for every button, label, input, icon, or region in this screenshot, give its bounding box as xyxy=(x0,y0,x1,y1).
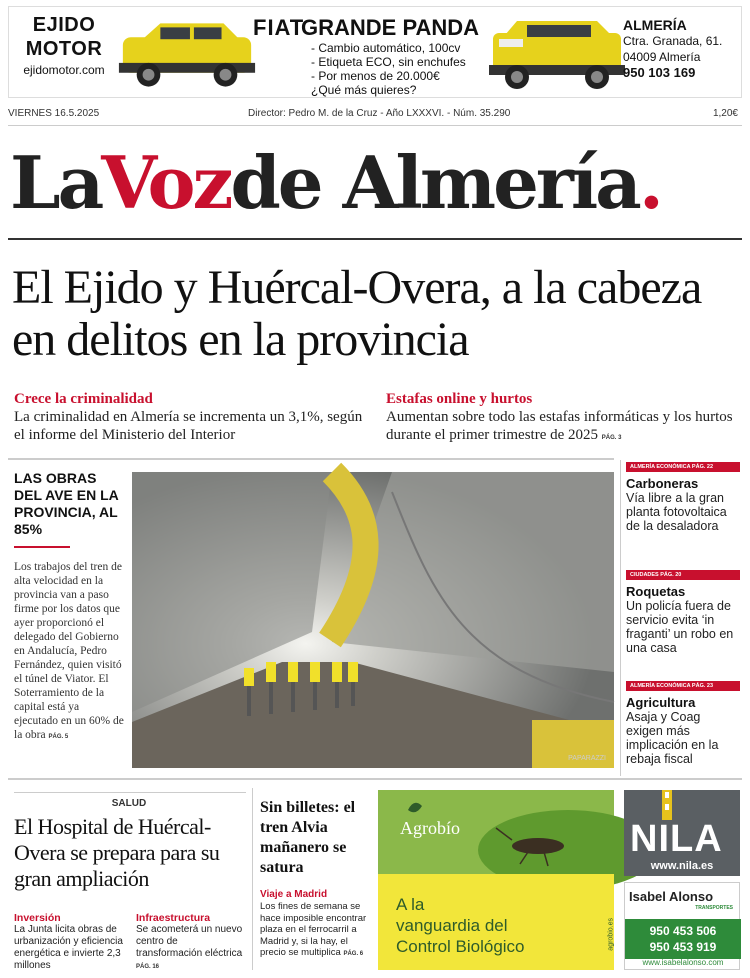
agrobio-ad[interactable] xyxy=(378,790,614,970)
brief-roquetas[interactable] xyxy=(626,570,740,655)
alvia-kicker: Viaje a Madrid xyxy=(260,889,328,900)
alvia-headline[interactable]: Sin billetes: el tren Alvia mañanero se satura xyxy=(260,799,356,876)
agrobio-slogan xyxy=(396,894,525,957)
nila-web: www.nila.es xyxy=(650,860,714,872)
subhead-criminalidad[interactable] xyxy=(14,390,364,444)
director-line: Director: Pedro M. de la Cruz - Año LXXXVI. - Núm. 35.290 xyxy=(248,108,511,119)
brief-section-tag: ALMERÍA ECONÓMICA PÁG. 22 xyxy=(626,462,740,472)
isabel-alonso-sub: TRANSPORTES xyxy=(695,905,733,911)
slogan-line: Control Biológico xyxy=(396,937,525,956)
phone-number: 950 453 919 xyxy=(649,940,717,954)
ad-address-2: 04009 Almería xyxy=(623,50,701,64)
column-divider xyxy=(620,460,621,776)
ad-feature: - Etiqueta ECO, sin enchufes xyxy=(311,55,466,69)
ad-feature: - Cambio automático, 100cv xyxy=(311,41,461,55)
tunnel-photo[interactable] xyxy=(132,472,614,768)
brief-section-tag: CIUDADES PÁG. 20 xyxy=(626,570,740,580)
ad-phone: 950 103 169 xyxy=(623,65,696,80)
ad-contact-block xyxy=(623,17,741,81)
page-ref: PÁG. 3 xyxy=(601,435,622,441)
mini-text-body: Se acometerá un nuevo centro de transformación eléctrica xyxy=(136,924,243,959)
dateline xyxy=(8,106,742,126)
slogan-line: vanguardia del xyxy=(396,916,508,935)
subhead-text: La criminalidad en Almería se incrementa un 3,1%, según el informe del Ministerio del Interior xyxy=(14,409,363,443)
salud-headline[interactable]: El Hospital de Huércal-Overa se prepara para su gran ampliación xyxy=(14,814,220,891)
brief-heading: Roquetas xyxy=(626,584,686,599)
mini-text xyxy=(136,924,246,973)
subhead-estafas[interactable] xyxy=(386,390,742,447)
mini-text: La Junta licita obras de urbanización y eficiencia energética e invierte 2,3 millones xyxy=(14,924,123,971)
ave-story-title[interactable]: LAS OBRAS DEL AVE EN LA PROVINCIA, AL 85% xyxy=(14,470,119,537)
ad-dealer-name-1: EJIDO xyxy=(32,14,96,36)
ad-feature: ¿Qué más quieres? xyxy=(311,83,417,97)
mini-kicker: Infraestructura xyxy=(136,912,211,924)
brief-text: Asaja y Coag exigen más implicación en la rebaja fiscal xyxy=(626,710,719,766)
isabel-alonso-logo: Isabel Alonso xyxy=(629,889,714,904)
logo-part-la: La xyxy=(10,140,102,225)
page-ref: PÁG. 6 xyxy=(343,951,364,957)
ad-feature: - Por menos de 20.000€ xyxy=(311,69,440,83)
section-divider xyxy=(8,458,614,460)
issue-date: VIERNES 16.5.2025 xyxy=(8,108,100,119)
ad-city: ALMERÍA xyxy=(623,17,687,33)
ad-model: GRANDE PANDA xyxy=(301,15,480,40)
subhead-kicker: Crece la criminalidad xyxy=(14,391,153,407)
mini-kicker: Inversión xyxy=(14,912,61,924)
brief-heading: Carboneras xyxy=(626,476,699,491)
slogan-line: A la xyxy=(396,895,425,914)
ad-features xyxy=(311,41,466,97)
ad-dealer-block xyxy=(19,13,109,77)
photo-credit: PAPARAZZI xyxy=(568,755,606,762)
brief-text: Un policía fuera de servicio evita ‘in fraganti’ un robo en una casa xyxy=(626,599,734,655)
masthead[interactable] xyxy=(8,130,742,240)
main-headline[interactable]: El Ejido y Huércal-Overa, a la cabeza en delitos en la provincia xyxy=(12,261,702,366)
road-stripe-icon xyxy=(624,790,740,820)
newspaper-logo[interactable] xyxy=(10,140,661,225)
subhead-kicker: Estafas online y hurtos xyxy=(386,391,533,407)
mini-story-infraestructura[interactable] xyxy=(136,912,246,973)
mini-story-inversion[interactable] xyxy=(14,912,130,972)
ad-brand: FIAT xyxy=(253,15,305,40)
isabel-alonso-ad[interactable] xyxy=(624,882,740,970)
issue-price: 1,20€ xyxy=(712,108,738,119)
ad-dealer-web: ejidomotor.com xyxy=(23,63,105,77)
ad-address-1: Ctra. Granada, 61. xyxy=(623,34,723,48)
isabel-alonso-web: www.isabelalonso.com xyxy=(642,958,724,967)
tunnel-illustration xyxy=(132,472,614,768)
brief-agricultura[interactable] xyxy=(626,681,740,766)
agrobio-url: agrobio.es xyxy=(608,918,615,951)
accent-line xyxy=(14,546,70,548)
page-ref: PÁG. 16 xyxy=(136,964,160,970)
brief-text: Vía libre a la gran planta fotovoltaica de la desaladora xyxy=(626,491,727,533)
phone-number: 950 453 506 xyxy=(649,924,717,938)
alvia-text: Los fines de semana se hace imposible encontrar plaza en el ferrocarril a Madrid y, si la hay, el precio se multiplica xyxy=(260,901,367,958)
ave-story-body xyxy=(14,560,126,744)
logo-dot: . xyxy=(638,140,661,225)
section-label-salud: SALUD xyxy=(111,798,147,809)
brief-heading: Agricultura xyxy=(626,695,696,710)
top-ad-banner[interactable] xyxy=(8,6,742,98)
subhead-text xyxy=(386,408,742,447)
nila-logo: NILA xyxy=(630,818,723,860)
section-divider xyxy=(14,792,246,793)
car-image-right xyxy=(487,19,627,91)
ave-story-text: Los trabajos del tren de alta velocidad en la provincia van a paso firme por los datos que ayer proporcionó el delegado del Gobierno en Andalucía, Pedro Fernández, quien visitó el túnel de Viator. El Soterramiento de la capital está ya ejecutado en un 60% de la obra xyxy=(14,561,124,741)
column-divider xyxy=(252,788,253,970)
subhead-text-body: Aumentan sobre todo las estafas informáticas y los hurtos durante el primer trimestre de 2025 xyxy=(386,409,733,443)
ad-dealer-name-2: MOTOR xyxy=(25,38,103,60)
brief-carboneras[interactable] xyxy=(626,462,740,533)
nila-ad[interactable] xyxy=(624,790,740,876)
isabel-alonso-phones xyxy=(625,919,741,959)
logo-part-almeria: de Almería xyxy=(230,140,639,225)
brief-section-tag: ALMERÍA ECONÓMICA PÁG. 23 xyxy=(626,681,740,691)
alvia-body xyxy=(260,901,372,961)
car-image-left xyxy=(113,19,261,91)
logo-part-voz: Voz xyxy=(101,140,231,225)
page-ref: PÁG. 5 xyxy=(48,734,69,740)
section-divider xyxy=(8,778,742,780)
agrobio-logo: Agrobío xyxy=(400,818,460,838)
